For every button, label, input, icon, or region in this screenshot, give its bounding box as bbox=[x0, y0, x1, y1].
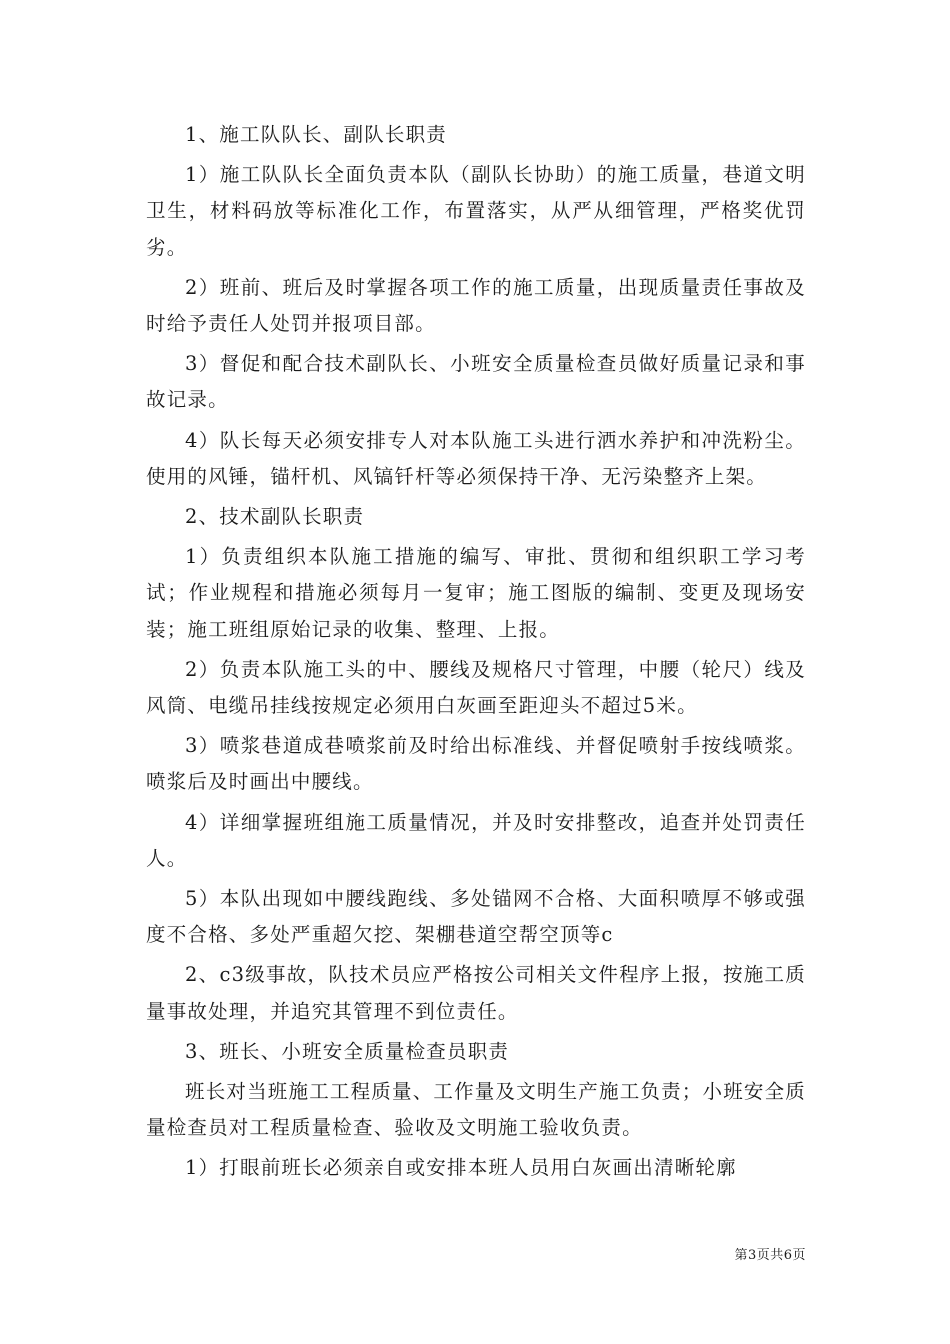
page-number: 第3页共6页 bbox=[734, 1248, 806, 1263]
paragraph: 4）详细掌握班组施工质量情况，并及时安排整改，追查并处罚责任人。 bbox=[146, 810, 806, 870]
paragraph: 班长对当班施工工程质量、工作量及文明生产施工负责；小班安全质量检查员对工程质量检查、验收及文明施工验收负责。 bbox=[146, 1080, 807, 1140]
paragraph: 3）督促和配合技术副队长、小班安全质量检查员做好质量记录和事故记录。 bbox=[146, 352, 806, 412]
paragraph: 2）负责本队施工头的中、腰线及规格尺寸管理，中腰（轮尺）线及风筒、电缆吊挂线按规定必须用白灰画至距迎头不超过5米。 bbox=[146, 657, 806, 718]
paragraph: 4）队长每天必须安排专人对本队施工头进行洒水养护和冲洗粉尘。使用的风锤，锚杆机、风镐钎杆等必须保持干净、无污染整齐上架。 bbox=[146, 428, 806, 488]
section-heading-2: 2、技术副队长职责 bbox=[185, 505, 365, 529]
paragraph: 2）班前、班后及时掌握各项工作的施工质量，出现质量责任事故及时给予责任人处罚并报项目部。 bbox=[146, 275, 806, 336]
paragraph: 1）打眼前班长必须亲自或安排本班人员用白灰画出清晰轮廓 bbox=[185, 1156, 737, 1180]
paragraph: 5）本队出现如中腰线跑线、多处锚网不合格、大面积喷厚不够或强度不合格、多处严重超欠挖、架棚巷道空帮空顶等c bbox=[146, 887, 806, 947]
paragraph: 1）施工队队长全面负责本队（副队长协助）的施工质量，巷道文明卫生，材料码放等标准化工作，布置落实，从严从细管理，严格奖优罚劣。 bbox=[146, 163, 806, 259]
paragraph: 1）负责组织本队施工措施的编写、审批、贯彻和组织职工学习考试；作业规程和措施必须每月一复审；施工图版的编制、变更及现场安装；施工班组原始记录的收集、整理、上报。 bbox=[146, 545, 806, 641]
section-heading-3: 3、班长、小班安全质量检查员职责 bbox=[185, 1039, 510, 1063]
document-body bbox=[146, 117, 806, 1187]
paragraph: 2、c3级事故，队技术员应严格按公司相关文件程序上报，按施工质量事故处理，并追究其管理不到位责任。 bbox=[146, 963, 806, 1023]
section-heading-1: 1、施工队队长、副队长职责 bbox=[185, 123, 448, 146]
paragraph: 3）喷浆巷道成巷喷浆前及时给出标准线、并督促喷射手按线喷浆。喷浆后及时画出中腰线。 bbox=[146, 734, 806, 794]
